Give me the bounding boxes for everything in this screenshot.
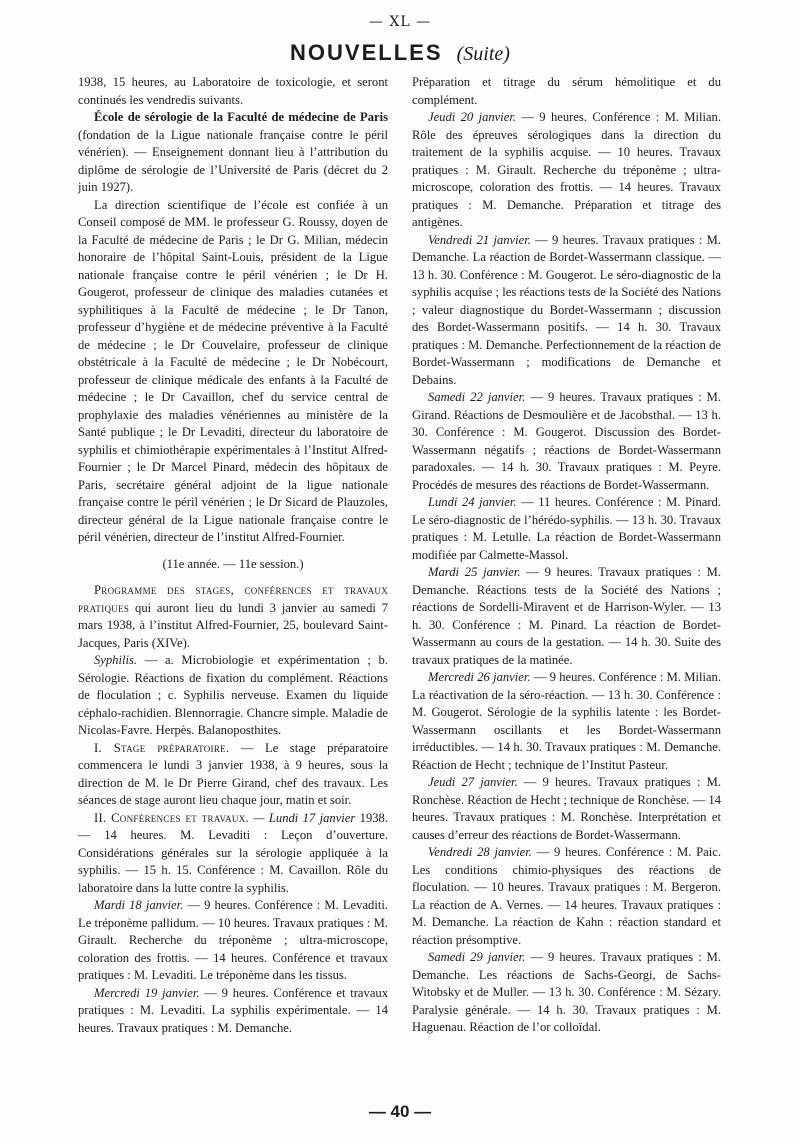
paragraph — [78, 109, 388, 197]
paragraph-text: (fondation de la Ligue nationale française contre le péril vénérien). — Enseignement donnant lieu à l’attribution du diplôme de sérologie de l’Université de Paris (décret du 2 juin 1927). — [78, 127, 388, 194]
day-label: Samedi 22 janvier. — [428, 390, 526, 404]
paragraph — [412, 844, 721, 949]
paragraph-text: — Le stage préparatoire commencera le lundi 3 janvier 1938, à 9 heures, sous la direction de M. le Dr Pierre Girand, chef des travaux. Les séances de stage auront lieu chaque jour, matin et soir. — [78, 740, 388, 807]
paragraph-text: qui auront lieu du lundi 3 janvier au samedi 7 mars 1938, à l’institut Alfred-Fournier, 25, boulevard Saint-Jacques, Paris (XIVe). — [78, 600, 388, 650]
subject-label: Syphilis. — [94, 653, 138, 667]
paragraph-text: — 9 heures. Conférence : M. Milian. La réactivation de la séro-réaction. — 13 h. 30. Conférence : M. Gougerot. Sérologie de la syphilis latente : les Bordet-Wassermann oscillants et les Bordet-Wassermann irréductibles. — 14 h. 30. Travaux pratiques : M. Demanche. Réaction de Hecht ; technique de l’Institut Pasteur. — [412, 670, 721, 772]
paragraph-text: — a. Microbiologie et expérimentation ; b. Sérologie. Réactions de fixation du complément. Réactions de floculation ; c. Syphilis nerveuse. Examen du liquide céphalo-rachidien. Blennorragie. Chancre simple. Maladie de Nicolas-Favre. Herpès. Balanoposthites. — [78, 653, 388, 737]
day-label: Vendredi 21 janvier. — [428, 232, 531, 247]
paragraph: Préparation et titrage du sérum hémolitique et du complément. — [412, 75, 721, 107]
section-title: NOUVELLES — [290, 40, 443, 65]
left-column — [78, 74, 388, 1037]
paragraph — [412, 494, 721, 564]
day-label: Mercredi 19 janvier. — [94, 985, 200, 1000]
day-label: Mardi 25 janvier. — [428, 565, 521, 579]
paragraph — [412, 389, 721, 494]
paragraph — [78, 582, 388, 652]
paragraph — [78, 740, 388, 810]
paragraph — [78, 810, 388, 898]
paragraph — [412, 774, 721, 844]
paragraph — [412, 949, 721, 1037]
paragraph-text: — 11 heures. Conférence : M. Pinard. Le séro-diagnostic de l’hérédo-syphilis. — 13 h. 30. Travaux pratiques : M. Letulle. La réaction de Bordet-Wassermann modifiée par Calmette-Massol. — [412, 495, 721, 562]
school-title: École de sérologie de la Faculté de médecine de Paris — [94, 110, 388, 124]
session-line: (11e année. — 11e session.) — [162, 556, 304, 571]
stage-heading: I. Stage préparatoire. — [94, 740, 230, 755]
paragraph — [412, 564, 721, 669]
section-title-suite: (Suite) — [456, 43, 510, 65]
day-label: Mercredi 26 janvier. — [428, 670, 531, 684]
running-title — [0, 40, 800, 66]
paragraph — [78, 985, 388, 1038]
day-label: Mardi 18 janvier. — [94, 898, 184, 912]
paragraph-text: 1938. — 14 heures. M. Levaditi : Leçon d’ouverture. Considérations générales sur la sérologie appliquée à la syphilis. — 15 h. 15. Conférence : M. Cavaillon. Rôle du laboratoire dans la lutte contre la syphilis. — [78, 810, 388, 895]
day-label: Jeudi 27 janvier. — [428, 775, 518, 789]
day-label: Samedi 29 janvier. — [428, 950, 526, 964]
paragraph-text: — 9 heures. Conférence et travaux pratiques : M. Levaditi. La syphilis expérimentale. — 14 heures. Travaux pratiques : M. Demanche. — [78, 985, 388, 1035]
paragraph — [78, 652, 388, 740]
paragraph — [412, 109, 721, 232]
paragraph — [412, 232, 721, 390]
day-label: Lundi 24 janvier. — [428, 495, 517, 509]
paragraph-text: — 9 heures. Conférence : M. Paic. Les conditions chimio-physiques des réactions de floculation. — 10 heures. Travaux pratiques : M. Bergeron. La réaction de A. Vernes. — 14 heures. Travaux pratiques : M. Demanche. La réaction de Kahn : réaction standard et réaction présomptive. — [412, 845, 721, 947]
roman-folio: — XL — — [368, 14, 432, 30]
paragraph-text: — 9 heures. Travaux pratiques : M. Demanche. La réaction de Bordet-Wassermann classique. — 13 h. 30. Conférence : M. Gougerot. Le séro-diagnostic de la syphilis acquise ; les réactions tests de la Société des Nations ; valeur diagnostique du Bordet-Wassermann ; discussion des Bordet-Wassermann positifs. — 14 h. 30. Travaux pratiques : M. Demanche. Perfectionnement de la réaction de Bordet-Wassermann ; modifications de Demanche et Debains. — [412, 232, 721, 387]
paragraph: La direction scientifique de l’école est confiée à un Conseil composé de MM. le professeur G. Roussy, doyen de la Faculté de médecine de Paris ; le Dr G. Milian, médecin honoraire de l’hôpital Saint-Louis, président de la Ligue nationale française contre le péril vénérien ; le Dr H. Gougerot, professeur de clinique des maladies cutanées et syphilitiques à la Faculté de médecine ; le Dr Tanon, professeur d’hygiène et de médecine préventive à la Faculté de médecine ; le Dr Couvelaire, professeur de clinique obstétricale à la Faculté de médecine ; le Dr Nobécourt, professeur de clinique médicale des enfants à la Faculté de médecine ; le Dr Cavaillon, chef du service central de prophylaxie des maladies vénériennes au ministère de la Santé publique ; le Dr Levaditi, directeur du laboratoire de syphilis et chimiothérapie expérimentales à l’Institut Alfred-Fournier ; le Dr Marcel Pinard, médecin des hôpitaux de Paris, secrétaire général adjoint de la ligue nationale française contre le péril vénérien ; le Dr Sicard de Plauzoles, directeur général de la Ligue nationale française contre le péril vénérien, directeur de l’institut Alfred-Fournier. — [78, 197, 388, 544]
paragraph — [412, 669, 721, 774]
paragraph-text: — 9 heures. Conférence : M. Levaditi. Le tréponème pallidum. — 10 heures. Travaux pratiques : M. Girault. Recherche du tréponème ; ultra-microscope, coloration des frottis. — 14 heures. Conférence et travaux pratiques : M. Levaditi. Le tréponème dans les tissus. — [78, 898, 388, 982]
paragraph — [78, 897, 388, 985]
paragraph-text: — 9 heures. Conférence : M. Milian. Rôle des épreuves sérologiques dans la direction du traitement de la syphilis acquise. — 10 heures. Travaux pratiques : M. Girault. Recherche du tréponème ; ultra-microscope, coloration des frottis. — 14 heures. Travaux pratiques : M. Demanche. Préparation et titrage des antigènes. — [412, 110, 721, 229]
paragraph-text: — 9 heures. Travaux pratiques : M. Demanche. Les réactions de Sachs-Georgi, de Sachs-Witobsky et de Muller. — 13 h. 30. Conférence : M. Sézary. Paralysie générale. — 14 h. 30. Travaux pratiques : M. Haguenau. Réaction de l’or colloïdal. — [412, 950, 721, 1034]
paragraph: 1938, 15 heures, au Laboratoire de toxicologie, et seront continués les vendredis suivants. — [78, 75, 388, 107]
right-column — [412, 74, 721, 1037]
paragraph-text: — 9 heures. Travaux pratiques : M. Girand. Réactions de Desmoulière et de Jacobsthal. — 13 h. 30. Conférence : M. Gougerot. Discussion des Bordet-Wassermann négatifs ; réactions de Bordet-Wassermann paradoxales. — 14 h. 30. Travaux pratiques : M. Peyre. Procédés de mesures des réactions de Bordet-Wassermann. — [412, 390, 721, 492]
day-label: Vendredi 28 janvier. — [428, 845, 532, 859]
day-label: — Lundi 17 janvier — [248, 810, 356, 825]
paragraph-text: — 9 heures. Travaux pratiques : M. Ronchèse. Réaction de Hecht ; technique de Ronchèse. — 14 heures. Travaux pratiques : M. Ronchèse. Interprétation et causes d’erreur des réactions de Bordet-Wassermann. — [412, 775, 721, 842]
day-label: Jeudi 20 janvier. — [428, 110, 516, 124]
page-number: — 40 — — [368, 1102, 432, 1121]
paragraph-text: — 9 heures. Travaux pratiques : M. Demanche. Réactions tests de la Société des Nations ; réactions de Sordelli-Miravent et de Harrison-Wyler. — 13 h. 30. Conférence : M. Pinard. La réaction de Bordet-Wassermann au cours de la gestation. — 14 h. 30. Suite des travaux pratiques de la matinée. — [412, 565, 721, 667]
program-heading: Programme des stages, conférences et travaux pratiques — [78, 583, 388, 615]
conferences-heading: II. Conférences et travaux. — [94, 810, 249, 825]
